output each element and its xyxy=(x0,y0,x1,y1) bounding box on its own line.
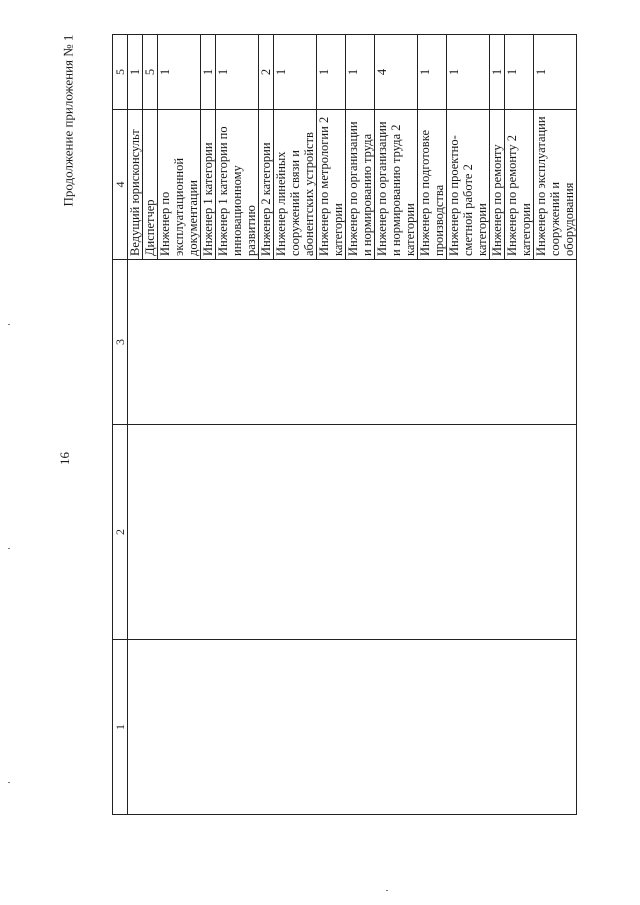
position-cell: Инженер по подготовке производства xyxy=(418,110,447,260)
empty-cell xyxy=(490,640,505,815)
count-cell: 5 xyxy=(143,35,158,110)
empty-cell xyxy=(418,425,447,640)
empty-cell xyxy=(534,260,577,425)
empty-cell xyxy=(143,260,158,425)
column-header: 2 xyxy=(113,425,128,640)
empty-cell xyxy=(418,260,447,425)
count-cell: 1 xyxy=(158,35,201,110)
empty-cell xyxy=(505,425,534,640)
empty-cell xyxy=(317,425,346,640)
empty-cell xyxy=(128,260,143,425)
table-row xyxy=(490,35,505,815)
empty-cell xyxy=(534,640,577,815)
table-row xyxy=(447,35,490,815)
empty-cell xyxy=(259,260,274,425)
column-header: 4 xyxy=(113,110,128,260)
count-cell: 1 xyxy=(534,35,577,110)
empty-cell xyxy=(375,640,418,815)
count-cell: 1 xyxy=(346,35,375,110)
empty-cell xyxy=(317,640,346,815)
table-row xyxy=(128,35,143,815)
empty-cell xyxy=(216,425,259,640)
empty-cell xyxy=(143,425,158,640)
empty-cell xyxy=(259,640,274,815)
empty-cell xyxy=(143,640,158,815)
empty-cell xyxy=(201,640,216,815)
empty-cell xyxy=(505,640,534,815)
position-cell: Инженер по организации и нормированию труда 2 категории xyxy=(375,110,418,260)
empty-cell xyxy=(128,425,143,640)
position-cell: Инженер по ремонту xyxy=(490,110,505,260)
empty-cell xyxy=(158,425,201,640)
count-cell: 4 xyxy=(375,35,418,110)
empty-cell xyxy=(490,260,505,425)
staff-table-frame xyxy=(112,35,576,815)
empty-cell xyxy=(375,425,418,640)
count-cell: 1 xyxy=(274,35,317,110)
position-cell: Инженер по эксплуатационной документации xyxy=(158,110,201,260)
empty-cell xyxy=(375,260,418,425)
table-row xyxy=(418,35,447,815)
table-row xyxy=(158,35,201,815)
table-row xyxy=(274,35,317,815)
staff-table-rotated xyxy=(112,35,576,815)
empty-cell xyxy=(490,425,505,640)
position-cell: Инженер по организации и нормированию труда xyxy=(346,110,375,260)
table-row xyxy=(201,35,216,815)
empty-cell xyxy=(346,640,375,815)
scan-speck xyxy=(8,324,10,325)
table-row xyxy=(259,35,274,815)
table-row xyxy=(534,35,577,815)
table-row xyxy=(375,35,418,815)
empty-cell xyxy=(534,425,577,640)
empty-cell xyxy=(216,640,259,815)
empty-cell xyxy=(158,260,201,425)
count-cell: 2 xyxy=(259,35,274,110)
empty-cell xyxy=(128,640,143,815)
position-cell: Инженер по эксплуатации сооружений и оборудования xyxy=(534,110,577,260)
empty-cell xyxy=(216,260,259,425)
table-row xyxy=(317,35,346,815)
scan-speck xyxy=(386,890,388,891)
position-cell: Инженер 1 категории xyxy=(201,110,216,260)
scan-speck xyxy=(8,548,10,549)
empty-cell xyxy=(447,640,490,815)
column-header: 3 xyxy=(113,260,128,425)
column-header: 5 xyxy=(113,35,128,110)
count-cell: 1 xyxy=(216,35,259,110)
position-cell: Инженер 2 категории xyxy=(259,110,274,260)
position-cell: Инженер 1 категории по инновационному развитию xyxy=(216,110,259,260)
empty-cell xyxy=(418,640,447,815)
empty-cell xyxy=(346,425,375,640)
position-cell: Инженер по проектно-сметной работе 2 категории xyxy=(447,110,490,260)
count-cell: 1 xyxy=(128,35,143,110)
empty-cell xyxy=(317,260,346,425)
empty-cell xyxy=(274,425,317,640)
count-cell: 1 xyxy=(447,35,490,110)
count-cell: 1 xyxy=(317,35,346,110)
empty-cell xyxy=(447,260,490,425)
empty-cell xyxy=(259,425,274,640)
continuation-title: Продолжение приложения № 1 xyxy=(60,34,76,207)
empty-cell xyxy=(505,260,534,425)
scan-speck xyxy=(8,782,10,783)
header-row xyxy=(113,35,128,815)
empty-cell xyxy=(447,425,490,640)
count-cell: 1 xyxy=(505,35,534,110)
empty-cell xyxy=(201,425,216,640)
position-cell: Ведущий юрисконсульт xyxy=(128,110,143,260)
table-row xyxy=(216,35,259,815)
table-row xyxy=(143,35,158,815)
empty-cell xyxy=(274,260,317,425)
count-cell: 1 xyxy=(201,35,216,110)
empty-cell xyxy=(346,260,375,425)
page-number: 16 xyxy=(57,452,72,465)
column-header: 1 xyxy=(113,640,128,815)
position-cell: Диспетчер xyxy=(143,110,158,260)
table-row xyxy=(505,35,534,815)
position-cell: Инженер по ремонту 2 категории xyxy=(505,110,534,260)
position-cell: Инженер по метрологии 2 категории xyxy=(317,110,346,260)
position-cell: Инженер линейных сооружений связи и абонентских устройств xyxy=(274,110,317,260)
count-cell: 1 xyxy=(490,35,505,110)
table-row xyxy=(346,35,375,815)
staff-table xyxy=(112,34,577,815)
empty-cell xyxy=(274,640,317,815)
count-cell: 1 xyxy=(418,35,447,110)
empty-cell xyxy=(201,260,216,425)
empty-cell xyxy=(158,640,201,815)
